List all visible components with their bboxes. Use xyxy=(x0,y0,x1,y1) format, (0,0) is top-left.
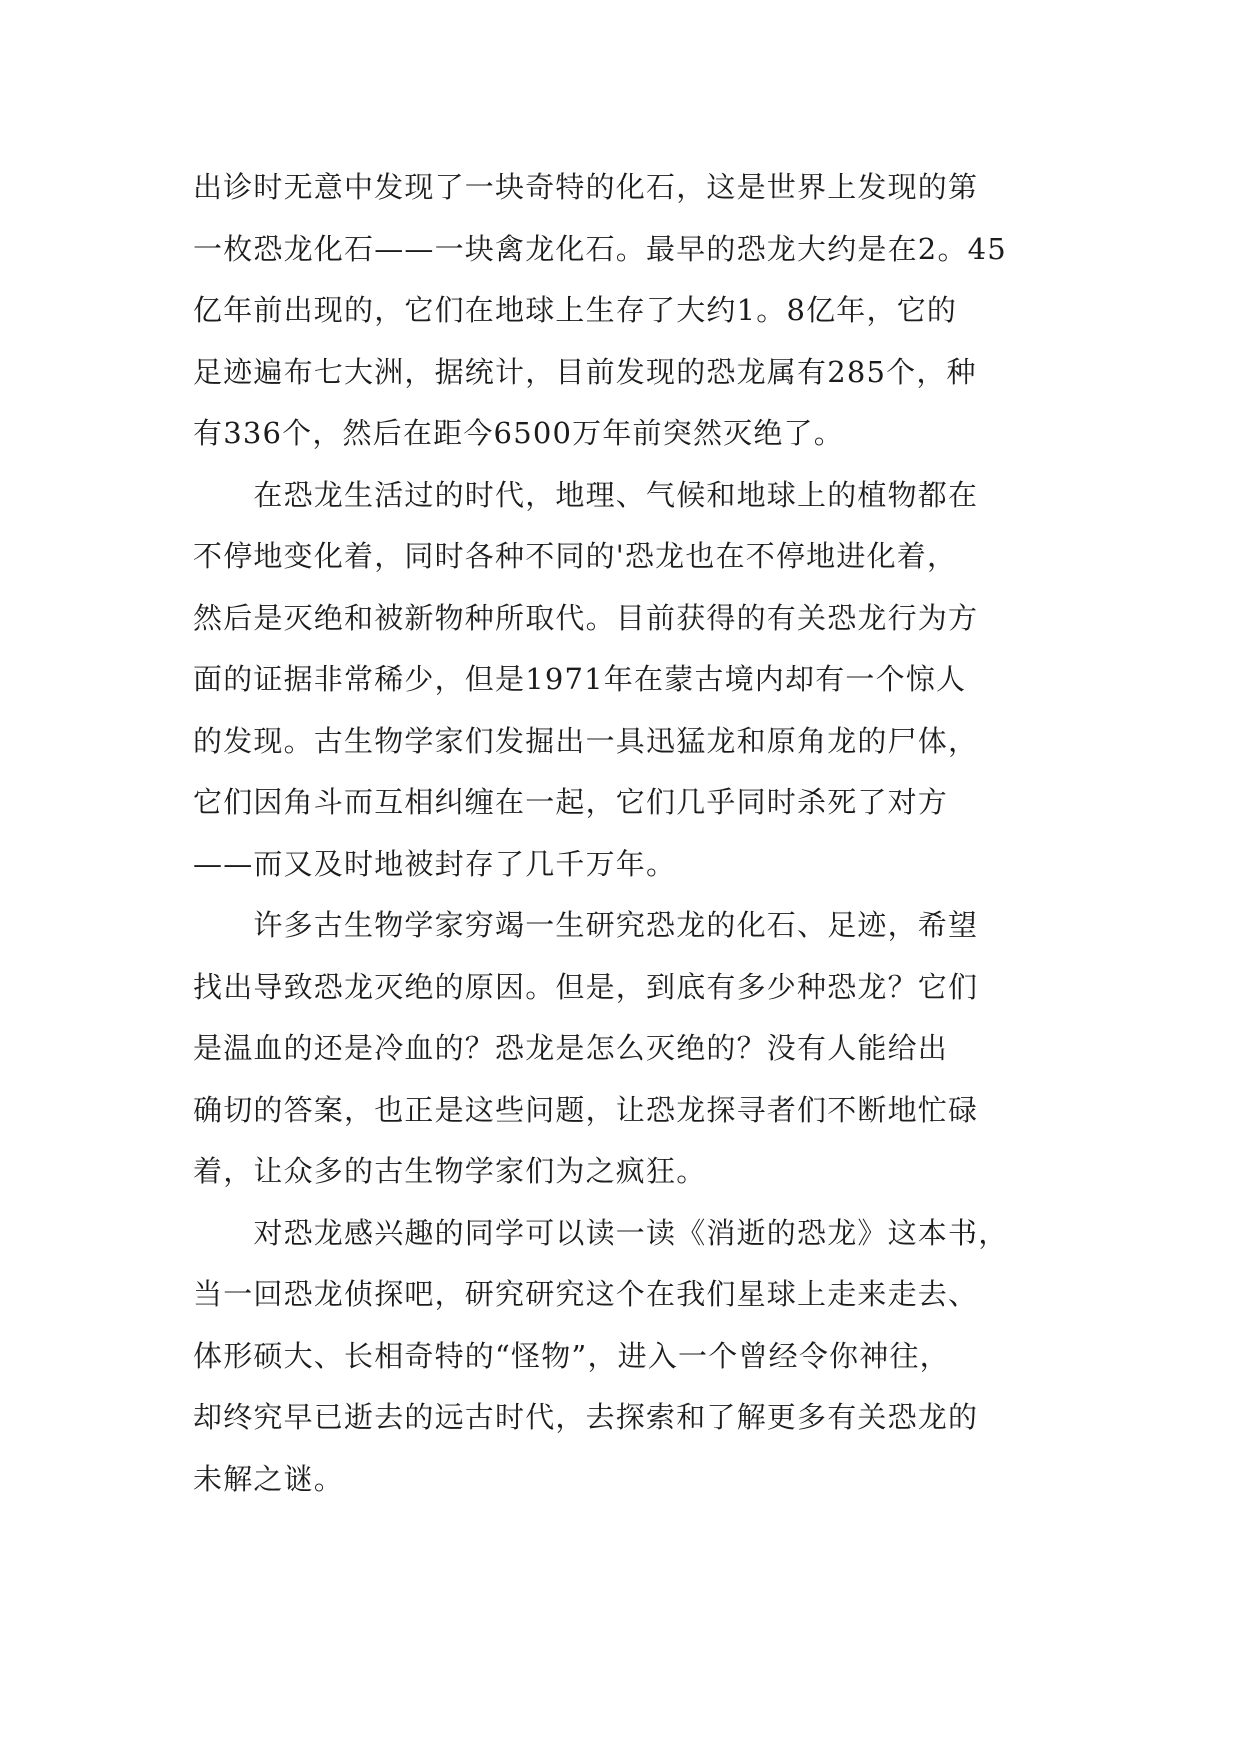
text-line: 是温血的还是冷血的？恐龙是怎么灭绝的？没有人能给出 xyxy=(193,1031,949,1065)
text-line: 足迹遍布七大洲，据统计，目前发现的恐龙属有285个，种 xyxy=(193,354,977,389)
text-line: 却终究早已逝去的远古时代，去探索和了解更多有关恐龙的 xyxy=(193,1400,979,1434)
text-line: ——而又及时地被封存了几千万年。 xyxy=(193,846,677,881)
text-line: 面的证据非常稀少，但是1971年在蒙古境内却有一个惊人 xyxy=(193,662,967,696)
text-line: 对恐龙感兴趣的同学可以读一读《消逝的恐龙》这本书， xyxy=(193,1215,1009,1250)
text-line: 着，让众多的古生物学家们为之疯狂。 xyxy=(193,1154,707,1188)
text-line: 亿年前出现的，它们在地球上生存了大约1。8亿年，它的 xyxy=(193,293,958,327)
text-line: 一枚恐龙化石——一块禽龙化石。最早的恐龙大约是在2。45 xyxy=(193,231,1007,266)
text-line: 的发现。古生物学家们发掘出一具迅猛龙和原角龙的尸体， xyxy=(193,723,979,758)
text-line: 出诊时无意中发现了一块奇特的化石，这是世界上发现的第 xyxy=(193,170,979,204)
text-line: 体形硕大、长相奇特的“怪物”，进入一个曾经令你神往， xyxy=(193,1338,950,1373)
text-line: 它们因角斗而互相纠缠在一起，它们几乎同时杀死了对方 xyxy=(193,785,949,819)
text-line: 当一回恐龙侦探吧，研究研究这个在我们星球上走来走去、 xyxy=(193,1277,979,1311)
text-line: 未解之谜。 xyxy=(193,1461,345,1496)
text-line: 许多古生物学家穷竭一生研究恐龙的化石、足迹，希望 xyxy=(193,908,979,942)
text-line: 找出导致恐龙灭绝的原因。但是，到底有多少种恐龙？它们 xyxy=(193,969,979,1004)
text-line: 有336个，然后在距今6500万年前突然灭绝了。 xyxy=(193,416,844,450)
body-text xyxy=(193,157,1073,1510)
text-line: 然后是灭绝和被新物种所取代。目前获得的有关恐龙行为方 xyxy=(193,600,979,635)
text-line: 在恐龙生活过的时代，地理、气候和地球上的植物都在 xyxy=(193,477,979,512)
text-line: 不停地变化着，同时各种不同的'恐龙也在不停地进化着， xyxy=(193,539,958,573)
text-line: 确切的答案，也正是这些问题，让恐龙探寻者们不断地忙碌 xyxy=(193,1092,979,1127)
